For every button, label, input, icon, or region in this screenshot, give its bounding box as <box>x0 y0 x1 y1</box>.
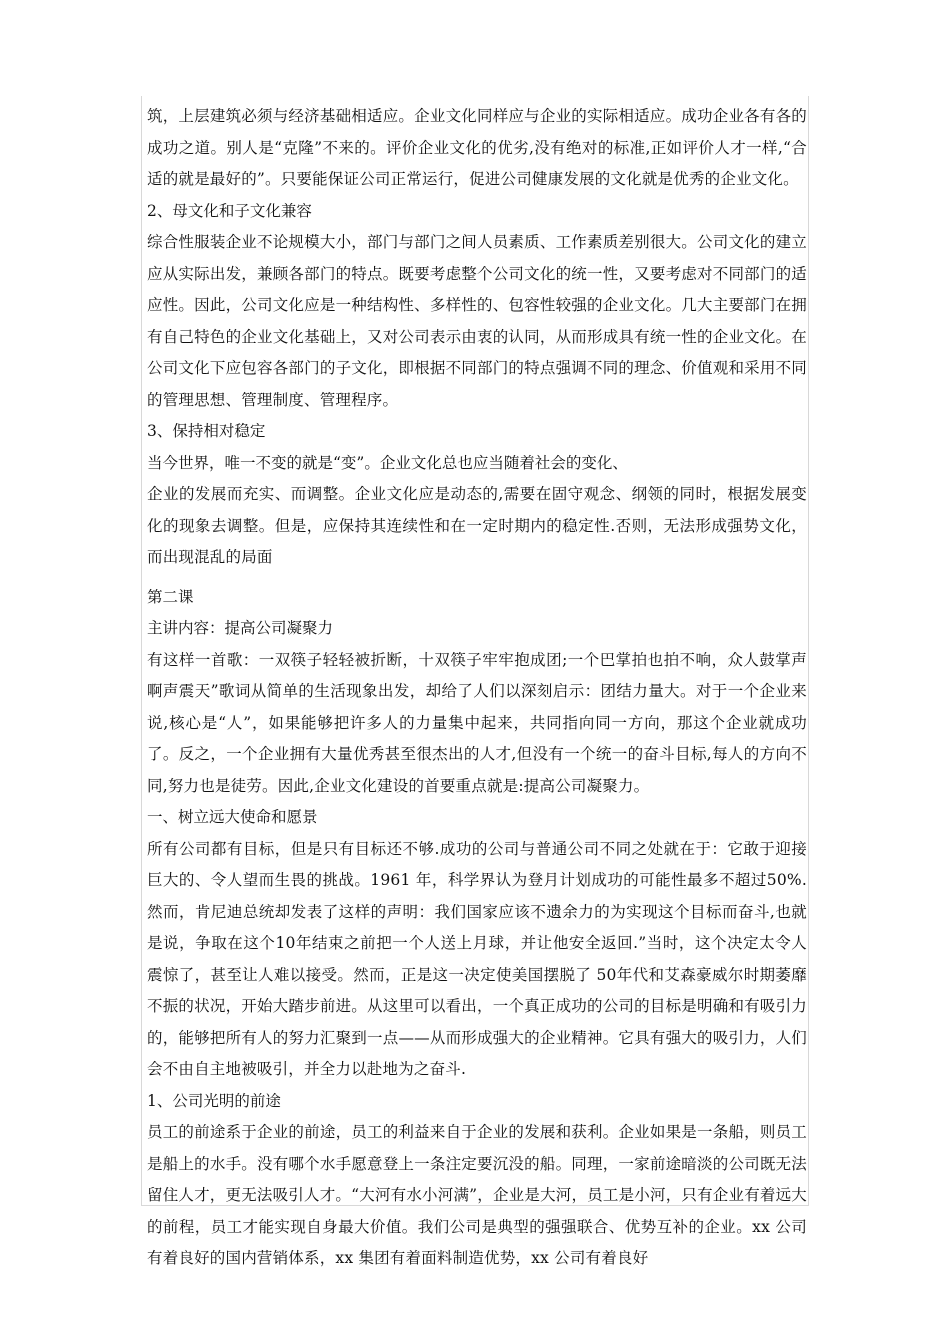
lesson-subject: 主讲内容：提高公司凝聚力 <box>147 619 334 637</box>
paragraph-future: 员工的前途系于企业的前途，员工的利益来自于企业的发展和获利。企业如果是一条船，则员工是船上的水手。没有哪个水手愿意登上一条注定要沉没的船。同理，一家前途暗淡的公司既无法留住人才，更无法吸引人才。“大河有水小河满”，企业是大河，员工是小河，只有企业有着远大的前程，员工才能实现自身最大价值。我们公司是典型的强强联合、优势互补的企业。xx 公司有着良好的国内营销体系，xx 集团有着面料制造优势，xx 公司有着良好 <box>147 1123 807 1267</box>
lesson-title: 第二课 <box>147 587 194 606</box>
section-heading-stability: 3、保持相对稳定 <box>147 422 266 440</box>
paragraph-mission: 所有公司都有目标，但是只有目标还不够.成功的公司与普通公司不同之处就在于：它敢于迎接巨大的、令人望而生畏的挑战。1961 年，科学界认为登月计划成功的可能性最多不超过50%. 然而，肯尼迪总统却发表了这样的声明：我们国家应该不遗余力的为实现这个目标而奋斗,也就是说，争取在这个10年结束之前把一个人送上月球，并让他安全返回.”当时，这个决定太令人震惊了，甚至让人难以接受。然而，正是这一决定使美国摆脱了 50年代和艾森豪威尔时期萎靡不振的状况，开始大踏步前进。从这里可以看出，一个真正成功的公司的目标是明确和有吸引力的，能够把所有人的努力汇聚到一点——从而形成强大的企业精神。它具有强大的吸引力，人们会不由自主地被吸引，并全力以赴地为之奋斗. <box>147 839 807 1078</box>
paragraph-adaptation: 筑，上层建筑必须与经济基础相适应。企业文化同样应与企业的实际相适应。成功企业各有各的成功之道。别人是“克隆”不来的。评价企业文化的优劣,没有绝对的标准,正如评价人才一样,“合适的就是最好的”。只要能保证公司正常运行，促进公司健康发展的文化就是优秀的企业文化。 <box>147 107 807 188</box>
section-heading-mission: 一、树立远大使命和愿景 <box>147 808 318 826</box>
paragraph-stability: 企业的发展而充实、而调整。企业文化应是动态的,需要在固守观念、纲领的同时，根据发展变化的现象去调整。但是，应保持其连续性和在一定时期内的稳定性.否则，无法形成强势文化，而出现混乱的局面 <box>147 485 807 566</box>
paragraph-stability-intro: 当今世界，唯一不变的就是“变”。企业文化总也应当随着社会的变化、 <box>147 453 628 472</box>
section-heading-compatibility: 2、母文化和子文化兼容 <box>147 201 312 220</box>
paragraph-compatibility: 综合性服装企业不论规模大小，部门与部门之间人员素质、工作素质差别很大。公司文化的建立应从实际出发，兼顾各部门的特点。既要考虑整个公司文化的统一性，又要考虑对不同部门的适应性。因此，公司文化应是一种结构性、多样性的、包容性较强的企业文化。几大主要部门在拥有自己特色的企业文化基础上，又对公司表示由衷的认同，从而形成具有统一性的企业文化。在公司文化下应包容各部门的子文化，即根据不同部门的特点强调不同的理念、价值观和采用不同的管理思想、管理制度、管理程序。 <box>147 233 807 409</box>
paragraph-cohesion: 有这样一首歌：一双筷子轻轻被折断，十双筷子牢牢抱成团;一个巴掌拍也拍不响，众人鼓掌声啊声震天”歌词从简单的生活现象出发，却给了人们以深刻启示：团结力量大。对于一个企业来说,核心是“人”，如果能够把许多人的力量集中起来，共同指向同一方向，那这个企业就成功了。反之，一个企业拥有大量优秀甚至很杰出的人才,但没有一个统一的奋斗目标,每人的方向不同,努力也是徒劳。因此,企业文化建设的首要重点就是:提高公司凝聚力。 <box>147 650 807 795</box>
section-heading-future: 1、公司光明的前途 <box>147 1091 281 1110</box>
document-body <box>147 101 807 1275</box>
spacer <box>147 574 807 582</box>
